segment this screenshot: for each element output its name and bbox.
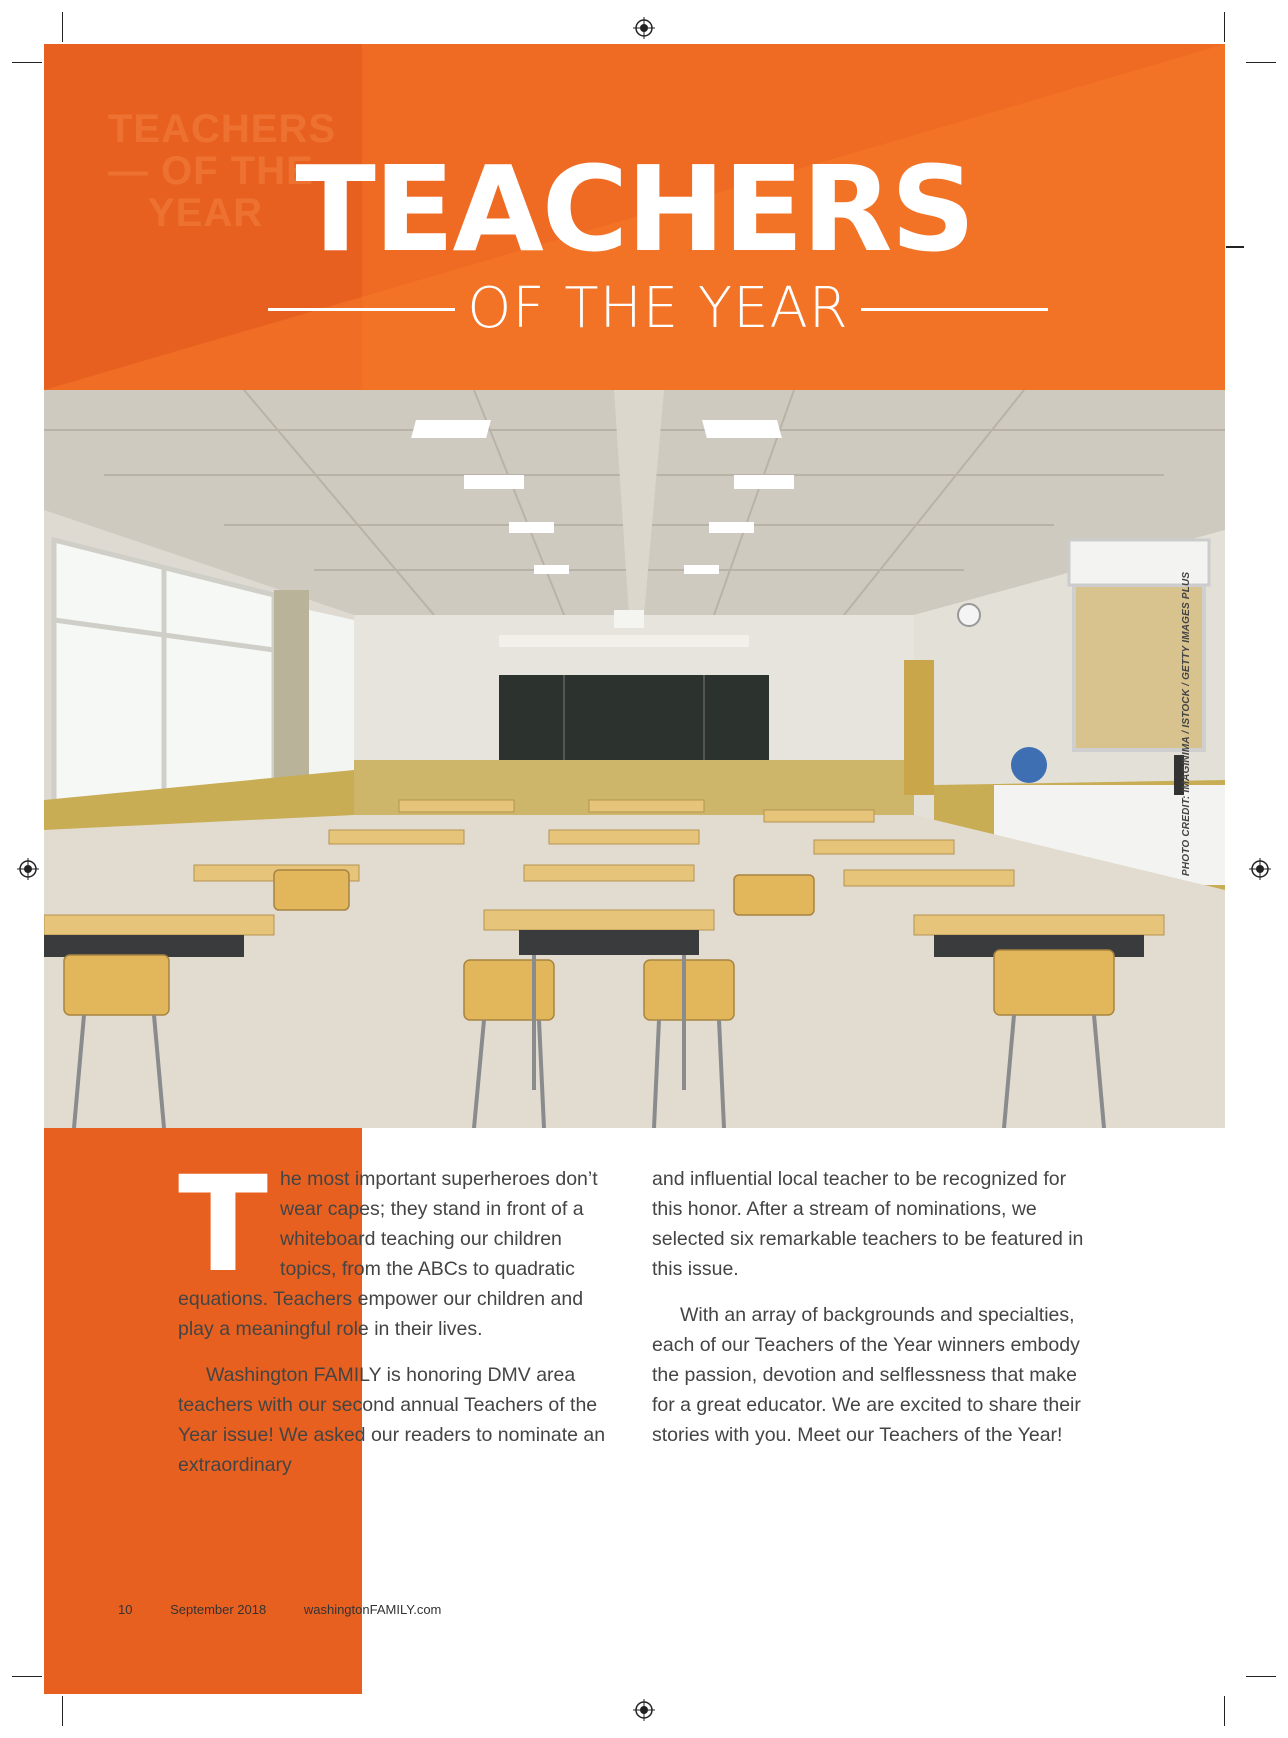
- article-paragraph: [178, 1148, 618, 1344]
- photo-credit: PHOTO CREDIT: IMAGINIMA / ISTOCK / GETTY IMAGES PLUS: [1181, 571, 1192, 876]
- registration-mark-icon: [633, 17, 655, 39]
- page-subtitle: OF THE YEAR: [467, 276, 849, 341]
- registration-mark-icon: [17, 858, 39, 880]
- crop-mark: [1246, 1676, 1276, 1677]
- header-banner: [44, 44, 1225, 390]
- page-number: 10: [118, 1602, 133, 1617]
- crop-mark: [1224, 1696, 1225, 1726]
- subtitle-row: [268, 276, 1048, 342]
- article-column-1: [178, 1148, 618, 1496]
- page-footer: [118, 1602, 475, 1617]
- crop-mark: [1226, 246, 1244, 248]
- crop-mark: [12, 1676, 42, 1677]
- site-url: washingtonFAMILY.com: [303, 1602, 442, 1617]
- subtitle-rule: [268, 308, 455, 311]
- crop-mark: [1224, 12, 1225, 42]
- article-paragraph: With an array of backgrounds and specialties, each of our Teachers of the Year winners embody the passion, devotion and selflessness that make for a great educator. We are excited to share their stories with you. Meet our Teachers of the Year!: [652, 1304, 1081, 1446]
- drop-cap: T: [178, 1148, 269, 1302]
- ghost-line: TEACHERS: [108, 107, 337, 151]
- crop-mark: [62, 12, 63, 42]
- article-paragraph: and influential local teacher to be recognized for this honor. After a stream of nominations, we selected six remarkable teachers to be featured in this issue.: [652, 1168, 1084, 1280]
- ghost-line: YEAR: [148, 191, 264, 235]
- crop-mark: [12, 62, 42, 63]
- ghost-line: — OF THE: [108, 149, 314, 193]
- article-paragraph: Washington FAMILY is honoring DMV area teachers with our second annual Teachers of the Year issue! We asked our readers to nominate an extraordinary: [178, 1364, 606, 1476]
- registration-mark-icon: [1249, 858, 1271, 880]
- crop-mark: [62, 1696, 63, 1726]
- classroom-photo: [44, 390, 1225, 1128]
- subtitle-rule: [861, 308, 1048, 311]
- issue-date: September 2018: [170, 1602, 267, 1617]
- paragraph-text: he most important superheroes don’t wear capes; they stand in front of a whiteboard teaching our children topics, from the ABCs to quadratic equations. Teachers empower our children and play a meaningful role in their lives.: [178, 1168, 598, 1340]
- page-title: TEACHERS: [295, 140, 974, 278]
- registration-mark-icon: [633, 1699, 655, 1721]
- article-column-2: [652, 1164, 1097, 1466]
- crop-mark: [1246, 62, 1276, 63]
